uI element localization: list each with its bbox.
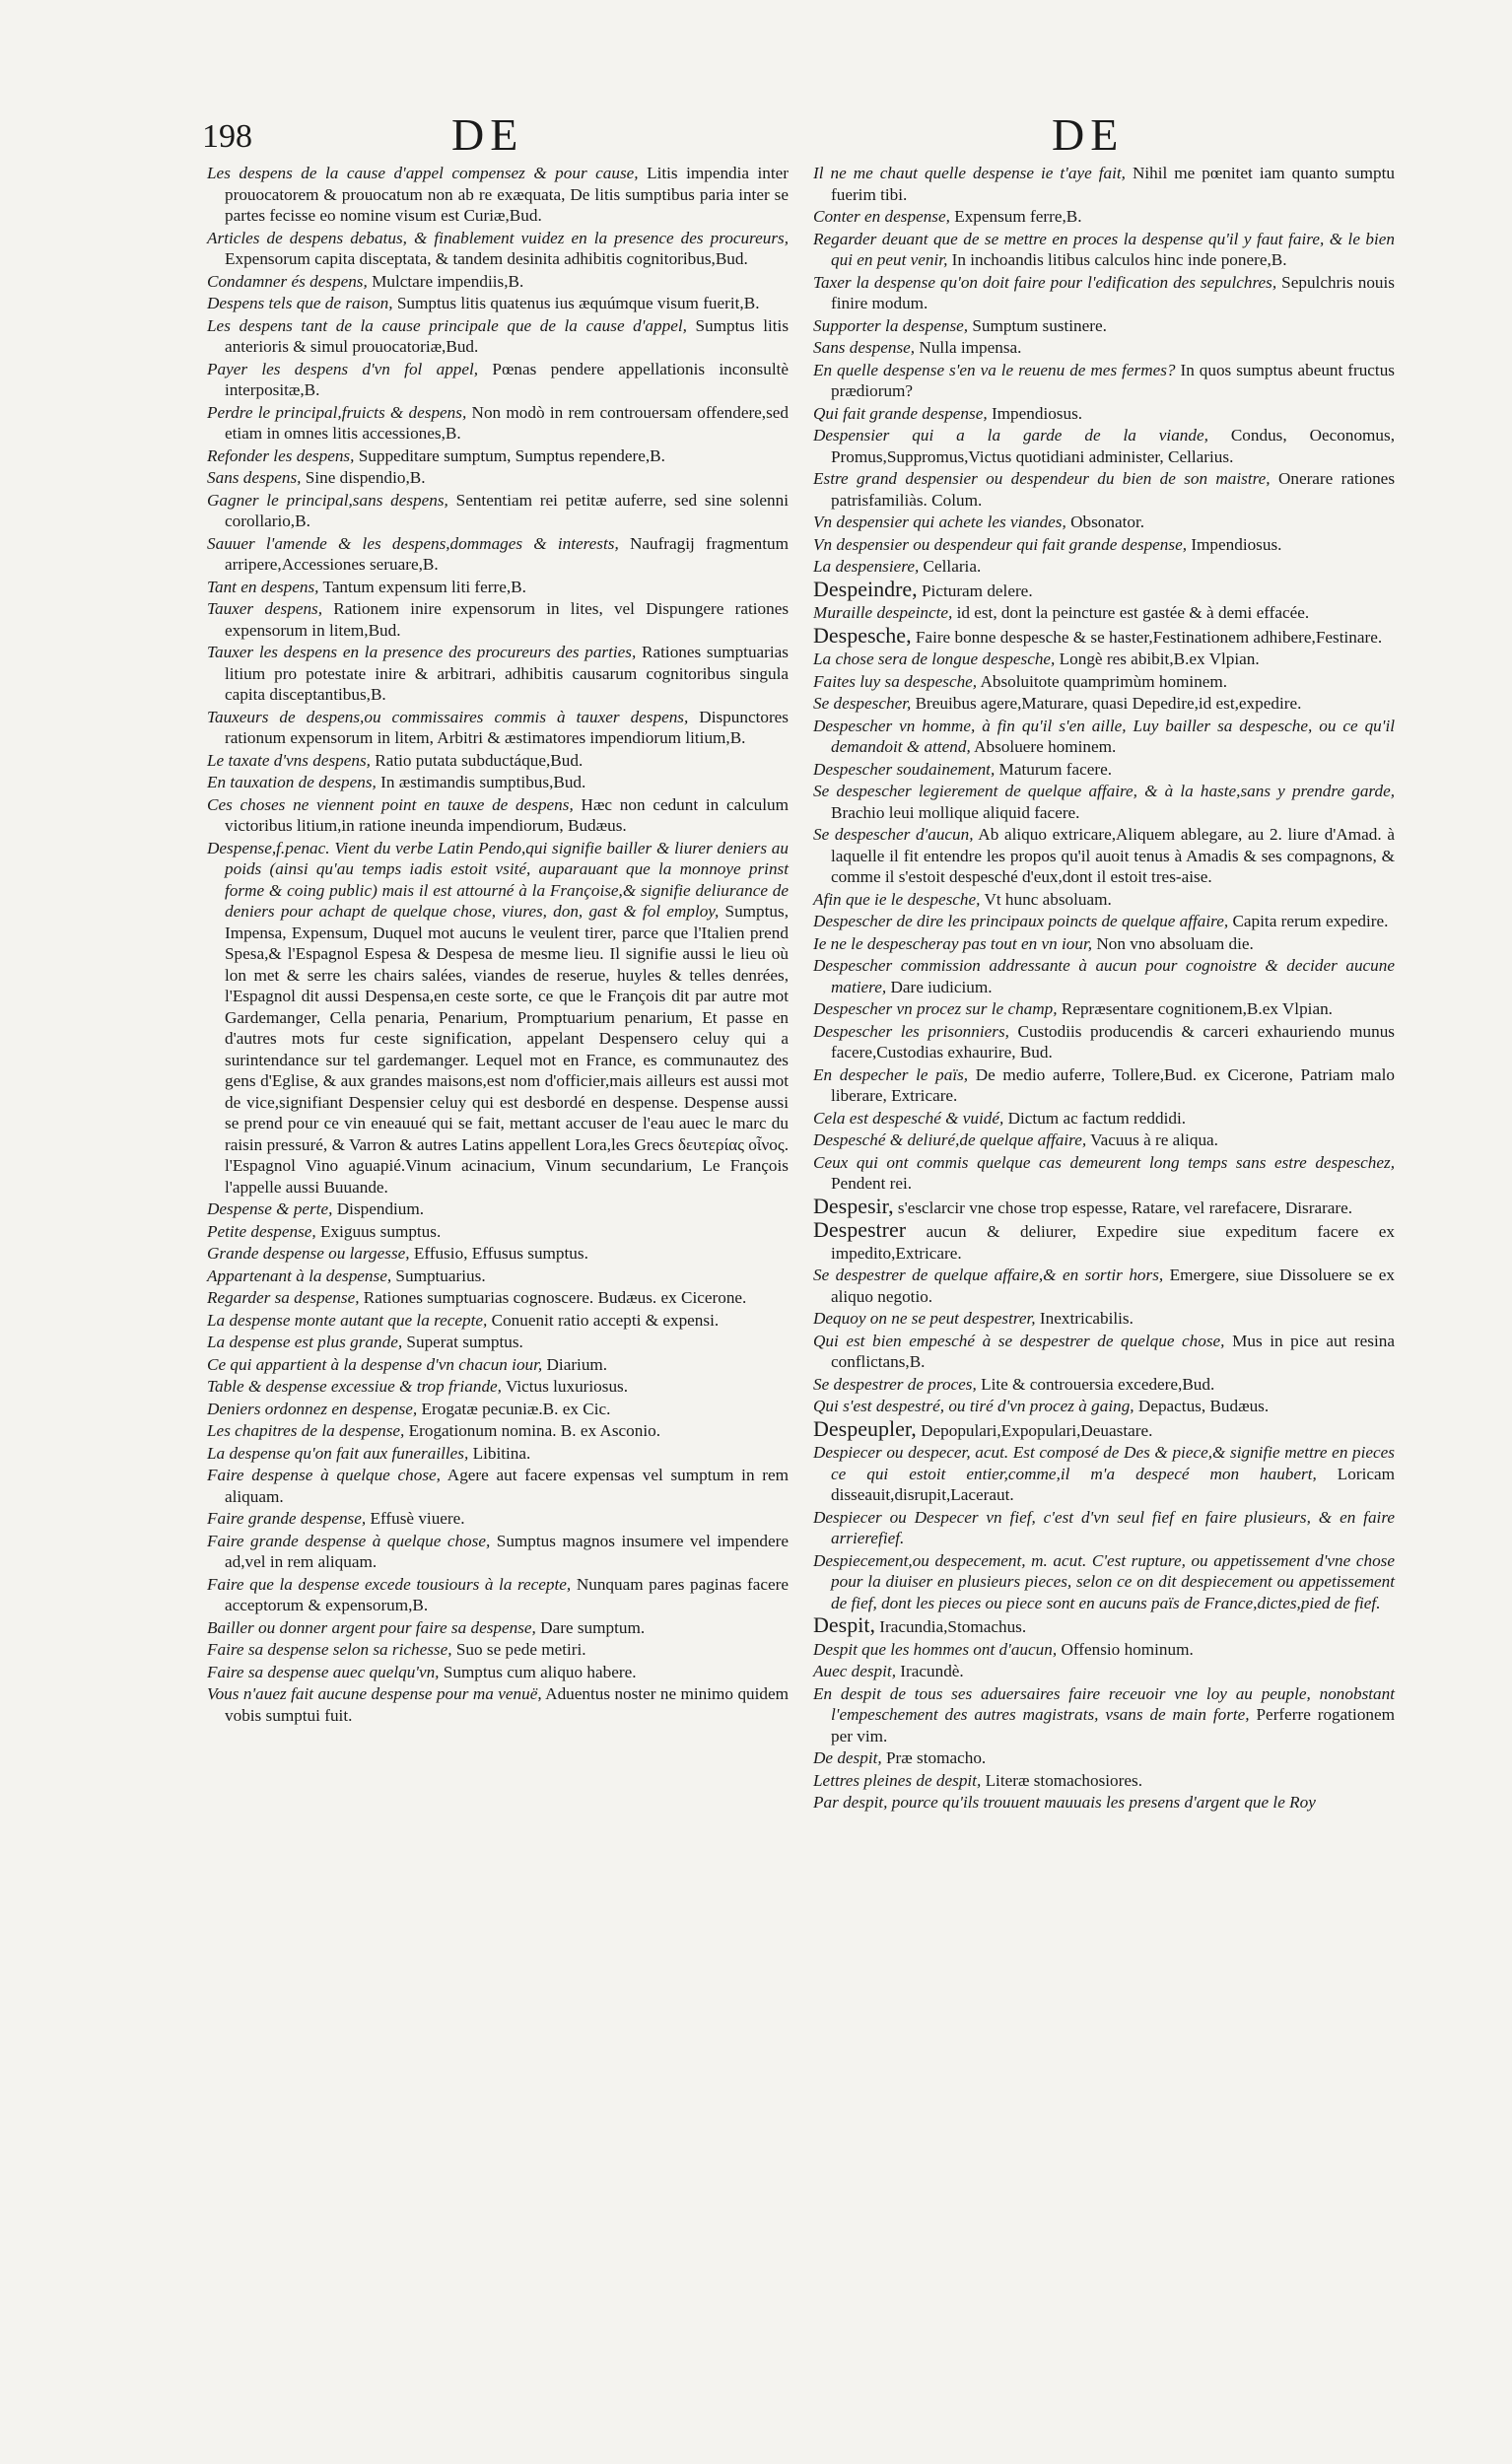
dictionary-entry — [207, 772, 789, 793]
entry-latin: Non modò in rem controuersam offendere,sed etiam in omnes litis accessiones,B. — [225, 402, 790, 443]
entry-latin: Erogatæ pecuniæ.B. ex Cic. — [421, 1399, 611, 1418]
entry-french: Se despescher, — [813, 694, 912, 713]
entry-latin: Perferre rogationem per vim. — [831, 1705, 1396, 1745]
dictionary-entry — [207, 1443, 789, 1465]
entry-french: Despesche, — [813, 622, 912, 648]
dictionary-entry — [813, 1661, 1395, 1682]
dictionary-entry — [813, 1442, 1395, 1506]
entry-french: Sans despens, — [207, 468, 302, 487]
dictionary-entry — [207, 794, 789, 837]
entry-latin: Diarium. — [546, 1354, 608, 1374]
entry-french: Ce qui appartient à la despense d'vn chacun iour, — [207, 1354, 543, 1374]
dictionary-entry — [207, 467, 789, 489]
dictionary-entry — [207, 359, 789, 401]
entry-latin: Absoluere hominem. — [974, 737, 1117, 756]
dictionary-entry — [207, 1266, 789, 1287]
entry-french: Afin que ie le despesche, — [813, 889, 981, 909]
entry-french: Despens tels que de raison, — [207, 294, 393, 312]
dictionary-entry — [813, 1152, 1395, 1195]
entry-latin: Rationes sumptuarias cognoscere. Budæus. ex Cicerone. — [363, 1288, 747, 1307]
entry-french: La despense qu'on fait aux funerailles, — [207, 1443, 469, 1463]
dictionary-entry — [813, 781, 1395, 823]
entry-latin: Dispendium. — [336, 1199, 425, 1218]
entry-latin: Effusio, Effusus sumptus. — [413, 1244, 588, 1263]
dictionary-entry — [207, 1662, 789, 1683]
entry-french: Despesché & deliuré,de quelque affaire, — [813, 1130, 1087, 1149]
dictionary-entry — [813, 1415, 1395, 1442]
entry-french: Despiecer ou Despecer vn fief, c'est d'vn seul fief en faire plusieurs, & en faire arrierefief. — [813, 1507, 1395, 1547]
entry-latin: Picturam delere. — [921, 581, 1033, 600]
entry-french: Auec despit, — [813, 1662, 896, 1680]
entry-latin: Cellaria. — [923, 557, 982, 576]
entry-latin: Nihil me pœnitet iam quanto sumptu fuerim tibi. — [831, 164, 1395, 204]
dictionary-entry — [207, 1354, 789, 1376]
entry-latin: In inchoandis litibus calculos hinc inde ponere,B. — [951, 250, 1287, 269]
entry-french: Muraille despeincte, — [813, 603, 953, 622]
entry-latin: Naufragij fragmentum arripere,Accessiones seruare,B. — [225, 533, 790, 574]
entry-french: Petite despense, — [207, 1221, 316, 1241]
entry-latin: Mus in pice aut resina conflictans,B. — [831, 1331, 1395, 1371]
entry-french: Qui fait grande despense, — [813, 403, 988, 423]
dictionary-entry — [207, 1376, 789, 1398]
dictionary-entry — [207, 315, 789, 358]
dictionary-entry — [207, 1310, 789, 1332]
entry-latin: Literæ stomachosiores. — [985, 1770, 1142, 1790]
entry-french: Despescher de dire les principaux poincts de quelque affaire, — [813, 912, 1229, 930]
entry-latin: Obsonator. — [1070, 513, 1145, 531]
entry-latin: Conuenit ratio accepti & expensi. — [491, 1310, 720, 1330]
entry-latin: Ab aliquo extricare,Aliquem ablegare, au 2. liure d'Amad. à laquelle il fit entendre les propos qu'il auoit tenus à Amadis & ses compagnons, & comme il s'estoit despesché d'eux,dont il estoit tres-aise. — [831, 825, 1396, 886]
entry-french: Ces choses ne viennent point en tauxe de despens, — [207, 794, 574, 814]
dictionary-entry — [813, 759, 1395, 781]
entry-french: Bailler ou donner argent pour faire sa despense, — [207, 1617, 536, 1637]
entry-french: Les despens de la cause d'appel compensez & pour cause, — [207, 164, 639, 182]
entry-french: Conter en despense, — [813, 207, 950, 226]
entry-french: Il ne me chaut quelle despense ie t'aye fait, — [813, 164, 1126, 182]
entry-french: Appartenant à la despense, — [207, 1266, 392, 1285]
entry-latin: Condus, Oeconomus, Promus,Suppromus,Victus quotidiani administer, Cellarius. — [831, 426, 1395, 466]
dictionary-entry — [813, 360, 1395, 402]
entry-french: Faire grande despense à quelque chose, — [207, 1531, 491, 1550]
entry-latin: Dare iudicium. — [890, 977, 993, 996]
entry-french: Vn despensier ou despendeur qui fait grande despense, — [813, 534, 1188, 554]
dictionary-entry — [813, 1064, 1395, 1107]
dictionary-entry — [813, 576, 1395, 602]
entry-latin: Faire bonne despesche & se haster,Festinationem adhibere,Festinare. — [915, 627, 1383, 647]
entry-french: Despiecer ou despecer, acut. Est composé de Des & piece,& signifie mettre en pieces ce qui estoit entier,comme,il m'a despecé mon haubert, — [813, 1443, 1395, 1483]
dictionary-entry — [813, 206, 1395, 228]
entry-latin: Victus luxuriosus. — [505, 1377, 629, 1396]
entry-latin: Suppeditare sumptum, Sumptus rependere,B. — [358, 445, 665, 465]
entry-latin: Agere aut facere expensas vel sumptum in rem aliquam. — [225, 1466, 790, 1506]
entry-latin: Pœnas pendere appellationis inconsultè interpositæ,B. — [225, 359, 790, 399]
dictionary-entry — [207, 228, 789, 270]
entry-latin: Litis impendia inter prouocatorem & prouocatum non ab re exæquata, De litis sumptibus paria inter se partes fecisse eo nomine visum est Curiæ,Bud. — [225, 164, 790, 225]
entry-french: Tauxer les despens en la presence des procureurs des parties, — [207, 643, 637, 661]
dictionary-entry — [207, 1198, 789, 1220]
dictionary-entry — [813, 403, 1395, 425]
entry-french: Deniers ordonnez en despense, — [207, 1399, 418, 1418]
dictionary-entry — [813, 1792, 1395, 1814]
dictionary-entry — [813, 163, 1395, 205]
entry-latin: Brachio leui mollique aliquid facere. — [831, 802, 1080, 822]
entry-french: Despescher vn procez sur le champ, — [813, 999, 1058, 1018]
entry-french: Refonder les despens, — [207, 445, 355, 465]
entry-latin: Impendiosus. — [1191, 534, 1282, 554]
entry-french: Regarder sa despense, — [207, 1288, 360, 1307]
dictionary-entry — [813, 824, 1395, 888]
entry-french: Faites luy sa despesche, — [813, 671, 978, 691]
dictionary-entry — [207, 642, 789, 706]
entry-latin: Loricam disseauit,disrupit,Laceraut. — [831, 1464, 1395, 1504]
entry-french: Despescher soudainement, — [813, 759, 996, 779]
entry-french: Despeindre, — [813, 576, 918, 601]
entry-latin: Vacuus à re aliqua. — [1090, 1130, 1218, 1149]
entry-latin: In æstimandis sumptibus,Bud. — [380, 773, 586, 791]
dictionary-entry — [813, 1770, 1395, 1792]
dictionary-entry — [207, 1287, 789, 1309]
entry-french: La despensiere, — [813, 557, 920, 576]
dictionary-entry — [813, 693, 1395, 715]
dictionary-entry — [813, 889, 1395, 911]
entry-latin: Sumptus magnos insumere vel impendere ad,vel in rem aliquam. — [225, 1531, 789, 1571]
entry-french: Despensier qui a la garde de la viande, — [813, 426, 1208, 445]
entry-latin: De medio auferre, Tollere,Bud. ex Cicerone, Patriam malo liberare, Extricare. — [831, 1064, 1395, 1105]
entry-latin: Hæc non cedunt in calculum victoribus litium,in ratione ineunda impendiorum, Budæus. — [225, 794, 789, 835]
entry-french: Despescher les prisonniers, — [813, 1021, 1009, 1041]
entry-french: Les despens tant de la cause principale que de la cause d'appel, — [207, 315, 687, 335]
entry-latin: Depactus, Budæus. — [1137, 1397, 1270, 1415]
running-head-left: DE — [451, 109, 524, 160]
dictionary-entry — [207, 1221, 789, 1243]
entry-french: Faire sa despense auec quelqu'vn, — [207, 1662, 440, 1681]
entry-french: Lettres pleines de despit, — [813, 1770, 982, 1790]
running-head-right: DE — [1052, 109, 1125, 160]
entry-french: Grande despense ou largesse, — [207, 1244, 410, 1263]
dictionary-entry — [813, 1129, 1395, 1151]
entry-latin: Rationes sumptuarias litium pro potestate inire & arbitrari, adhibitis causarum cognitoribus singula capita disceptantibus,B. — [225, 643, 789, 704]
dictionary-entry — [813, 998, 1395, 1020]
dictionary-entry — [207, 1617, 789, 1639]
dictionary-entry — [813, 1308, 1395, 1330]
entry-french: Faire grande despense, — [207, 1509, 367, 1528]
entry-french: Faire despense à quelque chose, — [207, 1466, 441, 1484]
entry-french: Supporter la despense, — [813, 315, 969, 335]
dictionary-entry — [813, 1021, 1395, 1063]
entry-latin: Effusè viuere. — [370, 1509, 465, 1528]
entry-latin: Dispunctores rationum expensorum in litem, Arbitri & æstimatores impendiorum litium,B. — [225, 707, 789, 747]
dictionary-entry — [813, 315, 1395, 337]
entry-french: Despestrer — [813, 1217, 907, 1242]
entry-french: Table & despense excessiue & trop friande, — [207, 1377, 502, 1396]
dictionary-entry — [813, 1108, 1395, 1129]
entry-french: Se despestrer de quelque affaire,& en sortir hors, — [813, 1266, 1164, 1284]
entry-french: Se despescher legierement de quelque affaire, & à la haste,sans y prendre garde, — [813, 782, 1395, 800]
entry-french: Cela est despesché & vuidé, — [813, 1108, 1004, 1128]
entry-latin: Emergere, siue Dissoluere se ex aliquo negotio. — [831, 1266, 1396, 1306]
entry-latin: Sententiam rei petitæ auferre, sed sine solenni corollario,B. — [225, 490, 789, 530]
entry-latin: id est, dont la peincture est gastée & à demi effacée. — [956, 603, 1310, 622]
entry-latin: Ratio putata subductáque,Bud. — [375, 750, 584, 770]
entry-latin: Dare sumptum. — [540, 1617, 646, 1637]
entry-latin: Expensum ferre,B. — [954, 207, 1082, 226]
entry-latin: Longè res abibit,B.ex Vlpian. — [1059, 650, 1260, 668]
entry-french: Faire sa despense selon sa richesse, — [207, 1640, 452, 1659]
dictionary-entry — [813, 1550, 1395, 1614]
entry-french: La despense monte autant que la recepte, — [207, 1310, 488, 1330]
entry-french: Despense & perte, — [207, 1199, 333, 1218]
entry-latin: Repræsentare cognitionem,B.ex Vlpian. — [1061, 999, 1333, 1018]
entry-french: Tant en despens, — [207, 577, 319, 596]
dictionary-entry — [813, 1639, 1395, 1661]
right-column — [813, 163, 1395, 1814]
dictionary-entry — [813, 911, 1395, 932]
entry-french: Despescher vn homme, à fin qu'il s'en aille, Luy bailler sa despesche, ou ce qu'il demandoit & attend, — [813, 716, 1395, 756]
dictionary-entry — [813, 1747, 1395, 1769]
entry-french: Gagner le principal,sans despens, — [207, 490, 448, 510]
dictionary-entry — [813, 425, 1395, 467]
entry-french: Ie ne le despescheray pas tout en vn iour, — [813, 933, 1093, 953]
entry-french: Despesir, — [813, 1193, 894, 1218]
dictionary-entry — [207, 1420, 789, 1442]
entry-french: En tauxation de despens, — [207, 773, 377, 791]
dictionary-entry — [813, 512, 1395, 533]
entry-french: Regarder deuant que de se mettre en proces la despense qu'il y faut faire, & le bien qui en peut venir, — [813, 229, 1395, 269]
dictionary-entry — [207, 1399, 789, 1420]
dictionary-entry — [207, 750, 789, 772]
dictionary-entry — [207, 1531, 789, 1573]
entry-latin: aucun & deliurer, Expedire siue expeditum facere ex impedito,Extricare. — [831, 1222, 1395, 1263]
entry-latin: Inextricabilis. — [1039, 1309, 1134, 1328]
entry-latin: Custodiis producendis & carceri exhauriendo munus facere,Custodias exhaurire, Bud. — [831, 1021, 1395, 1061]
entry-french: Despit, — [813, 1612, 875, 1637]
dictionary-entry — [207, 1465, 789, 1507]
entry-latin: Nulla impensa. — [919, 338, 1022, 357]
dictionary-entry — [207, 838, 789, 1198]
dictionary-entry — [207, 533, 789, 576]
entry-latin: Sumptus, Impensa, Expensum, Duquel mot aucuns le veulent tirer, parce que l'Italien prend Spesa,& l'Espagnol Espesa & Despesa de mesme lieu. Il signifie aussi le lieu où lon met & serre les chairs salées, viandes de reserue, huyles & telles denrées, l'Espagnol dit aussi Despensa,en ceste sorte, ce que le François dit par autre mot Gardemanger, Cella penaria, Penarium, Promptuarium penarium, Et passe en d'autres mots fur ceste signification, appelant Despensero celuy qui a surintendance sur tel gardemanger. Lequel mot en France, es communautez des gens d'Eglise, & aux grandes maisons,est nom d'officier,mais ailleurs est aussi mot de vice,signifiant Despensier celuy qui est desbordé en despense. Despense aussi se prend pour ce vin eneauué qui se fait, mettant accuser de l'eau auec le marc du raisin pressuré, & Varron & autres Latins appellent Lora,les Grecs δευτερίας οἶνος. l'Espagnol Vino aguapié.Vinum acinacium, Vinum secundarium, Le François l'appelle aussi Buuande. — [225, 902, 790, 1197]
dictionary-entry — [813, 1507, 1395, 1549]
entry-latin: Aduentus noster ne minimo quidem vobis sumptui fuit. — [225, 1684, 789, 1725]
left-column — [207, 163, 789, 1727]
dictionary-entry — [813, 272, 1395, 314]
entry-latin: Libitina. — [472, 1443, 531, 1463]
dictionary-entry — [207, 402, 789, 445]
entry-french: Qui s'est despestré, ou tiré d'vn procez à gaing, — [813, 1397, 1134, 1415]
entry-french: Le taxate d'vns despens, — [207, 750, 371, 770]
entry-french: Despescher commission addressante à aucun pour cognoistre & decider aucune matiere, — [813, 956, 1395, 996]
dictionary-entry — [813, 468, 1395, 511]
dictionary-entry — [813, 556, 1395, 578]
entry-french: Par despit, pource qu'ils trouuent mauuais les presens d'argent que le Roy — [813, 1793, 1316, 1812]
entry-latin: Pendent rei. — [831, 1174, 913, 1193]
entry-french: Les chapitres de la despense, — [207, 1421, 405, 1440]
entry-latin: Iracundè. — [900, 1662, 964, 1680]
entry-french: Tauxeurs de despens,ou commissaires commis à tauxer despens, — [207, 707, 689, 726]
entry-latin: Rationem inire expensorum in lites, vel Dispungere rationes expensorum in litem,Bud. — [225, 599, 790, 640]
entry-latin: Tantum expensum liti ferre,B. — [322, 577, 526, 596]
entry-latin: Offensio hominum. — [1061, 1639, 1194, 1659]
entry-french: Condamner és despens, — [207, 271, 368, 291]
entry-latin: Vt hunc absoluam. — [984, 889, 1112, 909]
entry-french: Se despescher d'aucun, — [813, 825, 974, 844]
dictionary-entry — [813, 671, 1395, 693]
entry-french: Faire que la despense excede tousiours à la recepte, — [207, 1574, 572, 1594]
dictionary-entry — [813, 534, 1395, 556]
entry-french: Vn despensier qui achete les viandes, — [813, 513, 1066, 531]
entry-latin: Non vno absoluam die. — [1096, 933, 1254, 953]
entry-french: Despeupler, — [813, 1415, 917, 1441]
entry-latin: Mulctare impendiis,B. — [372, 271, 524, 291]
entry-french: Payer les despens d'vn fol appel, — [207, 359, 479, 378]
dictionary-entry — [813, 1193, 1395, 1219]
dictionary-entry — [813, 716, 1395, 758]
entry-latin: Sumptus cum aliquo habere. — [443, 1662, 637, 1681]
dictionary-entry — [813, 933, 1395, 955]
entry-latin: Expensorum capita disceptata, & tandem desinita adhibitis cognitoribus,Bud. — [225, 249, 748, 268]
entry-latin: Depopulari,Expopulari,Deuastare. — [921, 1420, 1153, 1440]
entry-french: Despense,f.penac. Vient du verbe Latin Pendo,qui signifie bailler & liurer deniers au poids (ainsi qu'au temps iadis estoit vsité, auparauant que la monnoye prinst forme & coing public) mais il est attourné à la Françoise,& signifie deliurance de deniers pour achapt de quelque chose, viures, don, gast & fol employ, — [207, 838, 789, 921]
entry-latin: Sumptuarius. — [395, 1266, 486, 1285]
dictionary-entry — [207, 598, 789, 641]
dictionary-entry — [813, 1331, 1395, 1373]
entry-french: En despit de tous ses aduersaires faire receuoir vne loy au peuple, nonobstant l'empeschement des autres magistrats, vsans de main forte, — [813, 1683, 1395, 1724]
dictionary-entry — [813, 1374, 1395, 1396]
dictionary-entry — [813, 1265, 1395, 1307]
dictionary-entry — [207, 445, 789, 467]
dictionary-entry — [207, 163, 789, 227]
entry-latin: Erogationum nomina. B. ex Asconio. — [408, 1421, 661, 1440]
dictionary-entry — [207, 1332, 789, 1353]
entry-latin: Impendiosus. — [991, 403, 1083, 423]
dictionary-entry — [813, 229, 1395, 271]
entry-french: Sans despense, — [813, 338, 916, 357]
entry-latin: Præ stomacho. — [886, 1748, 987, 1767]
page-number: 198 — [202, 118, 252, 155]
dictionary-entry — [813, 1683, 1395, 1747]
entry-french: Se despestrer de proces, — [813, 1374, 977, 1394]
entry-french: En quelle despense s'en va le reuenu de mes fermes? — [813, 360, 1176, 379]
entry-latin: Sumptus litis anterioris & simul prouocatoriæ,Bud. — [225, 315, 790, 356]
entry-french: Sauuer l'amende & les despens,dommages & interests, — [207, 533, 619, 553]
entry-latin: Suo se pede metiri. — [455, 1640, 586, 1659]
dictionary-entry — [813, 1219, 1395, 1264]
entry-latin: Capita rerum expedire. — [1232, 912, 1389, 930]
entry-french: En despecher le païs, — [813, 1064, 969, 1084]
entry-latin: Breuibus agere,Maturare, quasi Depedire,id est,expedire. — [915, 694, 1302, 713]
entry-french: Despiecement,ou despecement, m. acut. C'est rupture, ou appetissement d'vne chose pour la diuiser en plusieurs pieces, selon ce on dit despiecement ou appetissement de fief, dont les pieces ou piece sont en aucuns païs de France,dictes,pied de fief. — [813, 1550, 1395, 1612]
entry-latin: Superat sumptus. — [406, 1333, 523, 1351]
dictionary-entry — [813, 1396, 1395, 1417]
entry-latin: Nunquam pares paginas facere acceptorum & expensorum,B. — [225, 1574, 790, 1614]
entry-french: La chose sera de longue despesche, — [813, 650, 1056, 668]
dictionary-entry — [207, 707, 789, 749]
dictionary-entry — [207, 490, 789, 532]
entry-french: Ceux qui ont commis quelque cas demeurent long temps sans estre despeschez, — [813, 1152, 1395, 1172]
dictionary-entry — [813, 1614, 1395, 1638]
entry-latin: Iracundia,Stomachus. — [879, 1617, 1027, 1636]
entry-latin: Maturum facere. — [998, 759, 1113, 779]
entry-french: Dequoy on ne se peut despestrer, — [813, 1309, 1036, 1328]
entry-french: Taxer la despense qu'on doit faire pour l'edification des sepulchres, — [813, 272, 1277, 292]
entry-french: Qui est bien empesché à se despestrer de quelque chose, — [813, 1331, 1225, 1350]
entry-french: Perdre le principal,fruicts & despens, — [207, 402, 467, 422]
dictionary-entry — [207, 577, 789, 598]
dictionary-entry — [207, 1243, 789, 1265]
dictionary-entry — [813, 337, 1395, 359]
entry-latin: s'esclarcir vne chose trop espesse, Ratare, vel rarefacere, Disrarare. — [897, 1198, 1353, 1217]
entry-latin: Absoluitote quamprimùm hominem. — [980, 671, 1228, 691]
dictionary-entry — [813, 955, 1395, 997]
dictionary-entry — [813, 649, 1395, 670]
entry-latin: Sumptum sustinere. — [972, 315, 1107, 335]
dictionary-entry — [207, 1508, 789, 1530]
dictionary-entry — [813, 602, 1395, 624]
dictionary-entry — [207, 1574, 789, 1616]
entry-french: Despit que les hommes ont d'aucun, — [813, 1639, 1058, 1659]
entry-latin: Dictum ac factum reddidi. — [1007, 1108, 1187, 1128]
entry-french: Vous n'auez fait aucune despense pour ma venuë, — [207, 1684, 542, 1703]
entry-latin: Exiguus sumptus. — [320, 1221, 442, 1241]
entry-french: La despense est plus grande, — [207, 1333, 403, 1351]
entry-latin: In quos sumptus abeunt fructus prædiorum? — [831, 360, 1395, 400]
entry-french: De despit, — [813, 1748, 882, 1767]
entry-latin: Lite & controuersia excedere,Bud. — [981, 1374, 1215, 1394]
entry-french: Tauxer despens, — [207, 599, 323, 618]
dictionary-entry — [207, 271, 789, 293]
entry-latin: Sumptus litis quatenus ius æquúmque visum fuerit,B. — [396, 294, 760, 312]
dictionary-entry — [813, 622, 1395, 649]
entry-latin: Sine dispendio,B. — [305, 468, 426, 487]
entry-french: Estre grand despensier ou despendeur du bien de son maistre, — [813, 469, 1271, 488]
entry-latin: Onerare rationes patrisfamiliàs. Colum. — [831, 469, 1396, 510]
entry-latin: Sepulchris nouis finire modum. — [831, 272, 1395, 312]
dictionary-entry — [207, 1639, 789, 1661]
dictionary-entry — [207, 1683, 789, 1726]
entry-french: Articles de despens debatus, & finablement vuidez en la presence des procureurs, — [207, 228, 789, 247]
dictionary-entry — [207, 293, 789, 314]
